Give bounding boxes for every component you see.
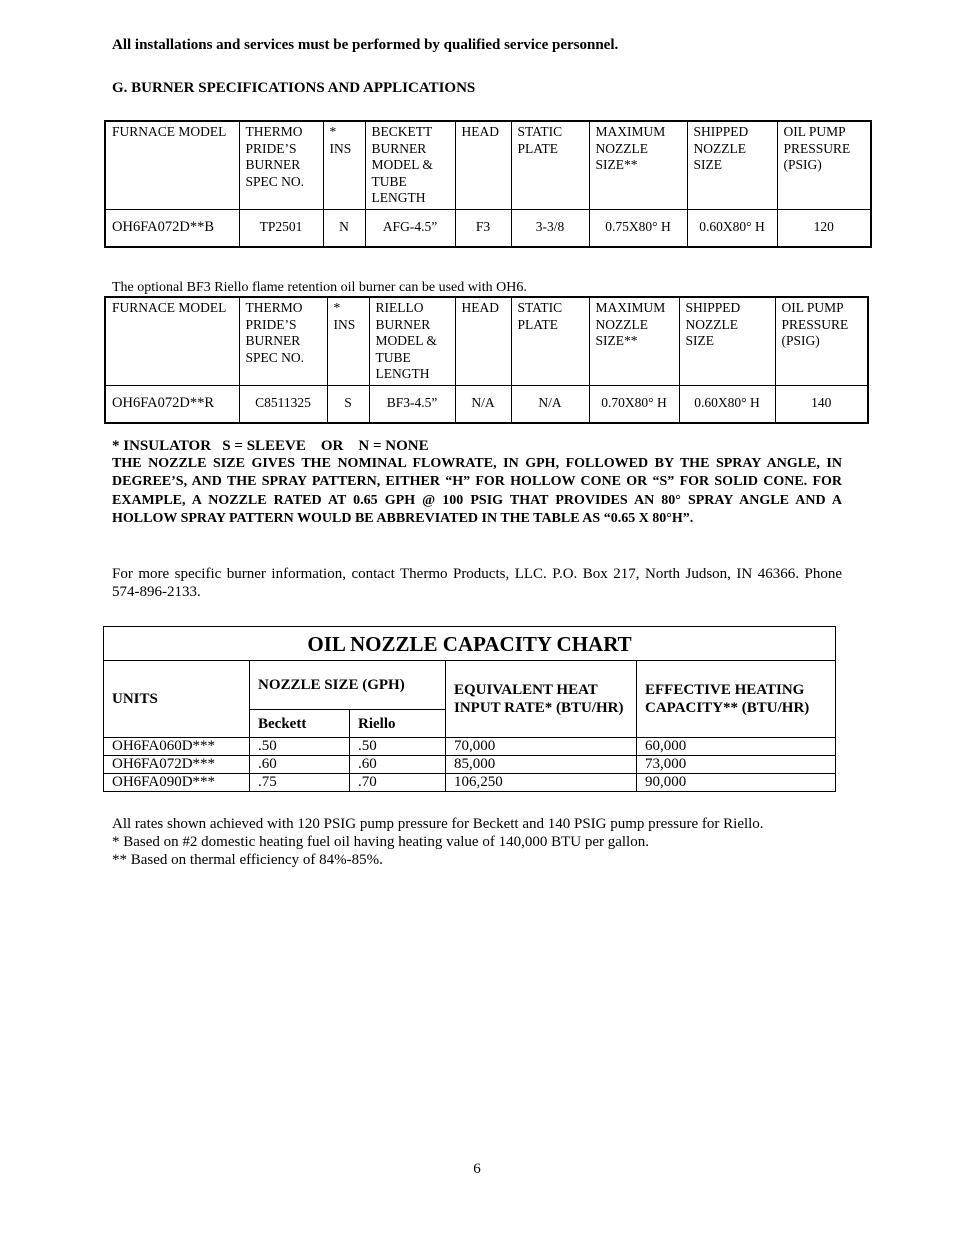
header-heat-input: EQUIVALENT HEAT INPUT RATE* (BTU/HR)	[446, 661, 637, 738]
header-nozzle-size: NOZZLE SIZE (GPH)	[250, 661, 446, 710]
header-static-plate: STATIC PLATE	[511, 297, 589, 385]
cell-burner-spec: TP2501	[239, 209, 323, 247]
header-ins: * INS	[323, 121, 365, 209]
table-row	[104, 738, 836, 756]
cell-heating-capacity: 73,000	[637, 756, 836, 774]
cell-unit: OH6FA090D***	[104, 774, 250, 792]
header-max-nozzle: MAXIMUM NOZZLE SIZE**	[589, 297, 679, 385]
cell-static-plate: 3-3/8	[511, 209, 589, 247]
header-static-plate: STATIC PLATE	[511, 121, 589, 209]
cell-heating-capacity: 90,000	[637, 774, 836, 792]
nozzle-explanation: THE NOZZLE SIZE GIVES THE NOMINAL FLOWRATE, IN GPH, FOLLOWED BY THE SPRAY ANGLE, IN DEGREE’S, AND THE SPRAY PATTERN, EITHER “H” FOR HOLLOW CONE OR “S” FOR SOLID CONE. FOR EXAMPLE, A NOZZLE RATED AT 0.65 GPH @ 100 PSIG THAT PROVIDES AN 80° SPRAY ANGLE AND A HOLLOW SPRAY PATTERN WOULD BE ABBREVIATED IN THE TABLE AS “0.65 X 80°H”.	[112, 456, 842, 527]
cell-shipped-nozzle: 0.60X80° H	[679, 385, 775, 423]
cell-shipped-nozzle: 0.60X80° H	[687, 209, 777, 247]
header-furnace-model: FURNACE MODEL	[105, 297, 239, 385]
header-max-nozzle: MAXIMUM NOZZLE SIZE**	[589, 121, 687, 209]
cell-unit: OH6FA060D***	[104, 738, 250, 756]
header-pump-pressure: OIL PUMP PRESSURE (PSIG)	[777, 121, 871, 209]
header-head: HEAD	[455, 121, 511, 209]
contact-note: For more specific burner information, contact Thermo Products, LLC. P.O. Box 217, North Judson, IN 46366. Phone 574-896-2133.	[112, 566, 842, 600]
header-riello: Riello	[350, 710, 446, 738]
header-heating-capacity: EFFECTIVE HEATING CAPACITY** (BTU/HR)	[637, 661, 836, 738]
safety-notice: All installations and services must be performed by qualified service personnel.	[112, 37, 619, 53]
footnote-efficiency: ** Based on thermal efficiency of 84%-85%.	[112, 852, 383, 868]
cell-riello: .70	[350, 774, 446, 792]
cell-head: N/A	[455, 385, 511, 423]
cell-heat-input: 85,000	[446, 756, 637, 774]
cell-burner-model: AFG-4.5”	[365, 209, 455, 247]
page-number: 6	[473, 1161, 481, 1177]
chart-title: OIL NOZZLE CAPACITY CHART	[104, 627, 836, 661]
beckett-header-row	[105, 121, 871, 209]
insulator-note: * INSULATOR S = SLEEVE OR N = NONE	[112, 438, 429, 454]
header-burner-model: RIELLO BURNER MODEL & TUBE LENGTH	[369, 297, 455, 385]
riello-intro: The optional BF3 Riello flame retention oil burner can be used with OH6.	[112, 280, 527, 295]
header-burner-model: BECKETT BURNER MODEL & TUBE LENGTH	[365, 121, 455, 209]
cell-unit: OH6FA072D***	[104, 756, 250, 774]
cell-static-plate: N/A	[511, 385, 589, 423]
cell-riello: .60	[350, 756, 446, 774]
cell-burner-model: BF3-4.5”	[369, 385, 455, 423]
riello-data-row	[105, 385, 868, 423]
header-pump-pressure: OIL PUMP PRESSURE (PSIG)	[775, 297, 868, 385]
beckett-data-row	[105, 209, 871, 247]
cell-head: F3	[455, 209, 511, 247]
cell-pump-pressure: 140	[775, 385, 868, 423]
header-shipped-nozzle: SHIPPED NOZZLE SIZE	[687, 121, 777, 209]
header-burner-spec: THERMO PRIDE’S BURNER SPEC NO.	[239, 121, 323, 209]
header-units: UNITS	[104, 661, 250, 738]
cell-ins: N	[323, 209, 365, 247]
cell-pump-pressure: 120	[777, 209, 871, 247]
riello-spec-table	[104, 296, 869, 424]
oil-nozzle-capacity-chart	[103, 626, 836, 792]
table-row	[104, 774, 836, 792]
cell-beckett: .75	[250, 774, 350, 792]
cell-max-nozzle: 0.70X80° H	[589, 385, 679, 423]
cell-heat-input: 106,250	[446, 774, 637, 792]
beckett-spec-table	[104, 120, 872, 248]
cell-max-nozzle: 0.75X80° H	[589, 209, 687, 247]
cell-furnace-model: OH6FA072D**R	[105, 385, 239, 423]
cell-riello: .50	[350, 738, 446, 756]
cell-beckett: .50	[250, 738, 350, 756]
footnote-heating-value: * Based on #2 domestic heating fuel oil having heating value of 140,000 BTU per gallon.	[112, 834, 649, 850]
header-shipped-nozzle: SHIPPED NOZZLE SIZE	[679, 297, 775, 385]
cell-furnace-model: OH6FA072D**B	[105, 209, 239, 247]
table-row	[104, 756, 836, 774]
cell-ins: S	[327, 385, 369, 423]
header-ins: * INS	[327, 297, 369, 385]
cell-heat-input: 70,000	[446, 738, 637, 756]
section-title: G. BURNER SPECIFICATIONS AND APPLICATIONS	[112, 80, 476, 96]
header-head: HEAD	[455, 297, 511, 385]
header-burner-spec: THERMO PRIDE’S BURNER SPEC NO.	[239, 297, 327, 385]
cell-heating-capacity: 60,000	[637, 738, 836, 756]
cell-burner-spec: C8511325	[239, 385, 327, 423]
cell-beckett: .60	[250, 756, 350, 774]
header-beckett: Beckett	[250, 710, 350, 738]
riello-header-row	[105, 297, 868, 385]
footnote-rates: All rates shown achieved with 120 PSIG pump pressure for Beckett and 140 PSIG pump pressure for Riello.	[112, 816, 764, 832]
header-furnace-model: FURNACE MODEL	[105, 121, 239, 209]
